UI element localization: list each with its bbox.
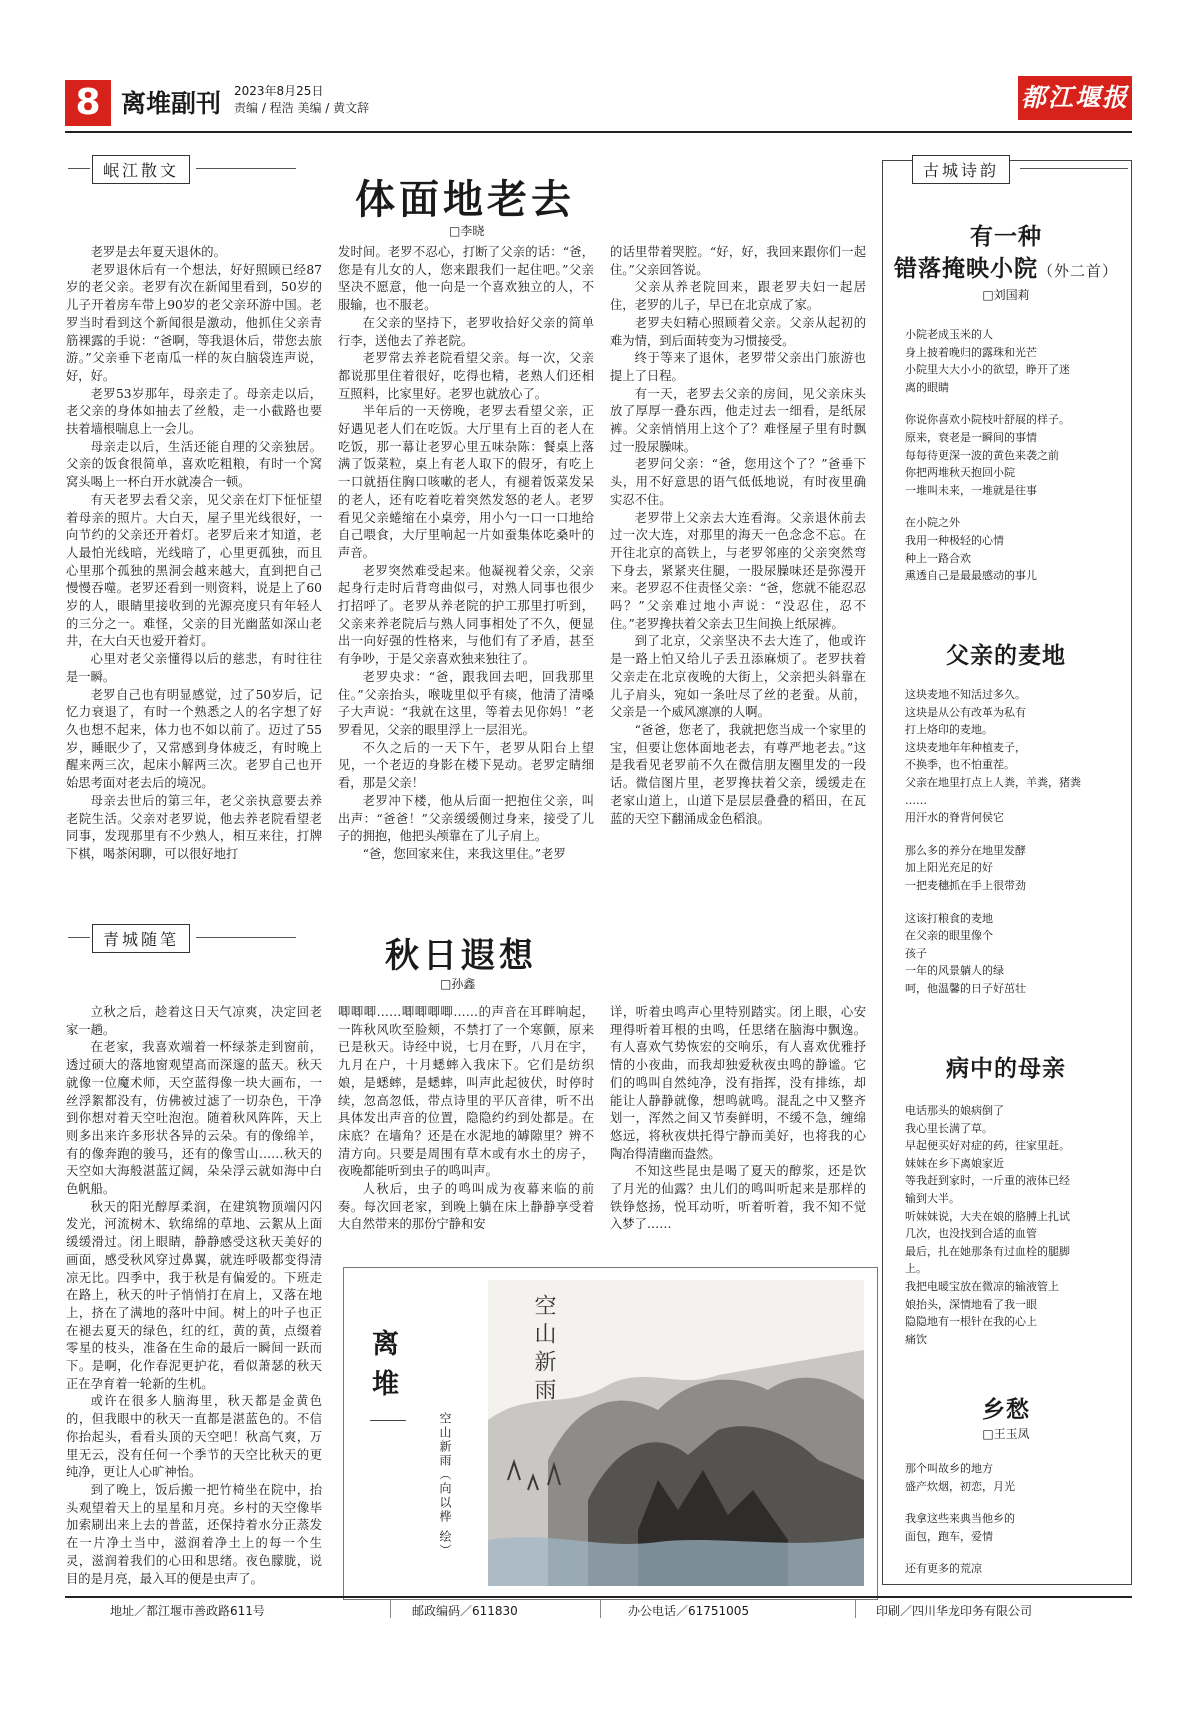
paragraph: 终于等来了退休，老罗带父亲出门旅游也提上了日程。 bbox=[610, 351, 866, 383]
paragraph: 立秋之后，趁着这日天气凉爽，决定回老家一趟。 bbox=[66, 1005, 322, 1037]
paragraph: 人秋后，虫子的鸣叫成为夜幕来临的前奏。每次回老家，到晚上躺在床上静静享受着大自然带来的那份宁静和安 bbox=[338, 1182, 594, 1232]
poem-line: 早起便买好对症的药，往家里赶。 bbox=[905, 1139, 1070, 1153]
paragraph: 老罗带上父亲去大连看海。父亲退休前去过一次大连，对那里的海天一色念念不忘。在开往北京的高铁上，与老罗邻座的父亲突然弯下身去，紧紧夹住腿，一股尿臊味还是弥漫开来。老罗忍不住责怪父亲：“爸，您就不能忍忍吗？”父亲难过地小声说：“没忍住，忍不住。”老罗搀扶着父亲去卫生间换上纸尿裤。 bbox=[610, 510, 866, 631]
label-line bbox=[196, 168, 296, 169]
poem-line: 熏透自己是最最感动的事儿 bbox=[905, 569, 1037, 583]
paragraph: 不知这些昆虫是喝了夏天的醇浆，还是饮了月光的仙露？虫儿们的鸣叫听起来是那样的铁铮悠扬，悦耳动听，听着听着，我不知不觉入梦了…… bbox=[610, 1164, 866, 1232]
paragraph: 老罗夫妇精心照顾着父亲。父亲从起初的难为情，到后面转变为习惯接受。 bbox=[610, 315, 866, 348]
paragraph: 半年后的一天傍晚，老罗去看望父亲，正好遇见老人们在吃饭。大厅里有上百的老人在吃饭，那一幕让老罗心里五味杂陈：餐桌上落满了饭菜粒，桌上有老人取下的假牙，有吃上一口就捂住胸口咳嗽的老人，有褪着饭菜发呆的老人，还有吃着吃着突然发怒的老人。老罗看见父亲蜷缩在小桌旁，用小勺一口一口地给自己喂食，大厅里响起一片如蚕集体吃桑叶的声音。 bbox=[338, 404, 594, 560]
poem-line: 在父亲的眼里像个 bbox=[905, 929, 993, 943]
poem-title: 乡愁 bbox=[982, 1396, 1030, 1423]
poem-title: 病中的母亲 bbox=[946, 1055, 1066, 1082]
article-title: 体面地老去 bbox=[355, 176, 575, 223]
painting-section-label: 离堆 bbox=[372, 1329, 399, 1400]
paragraph: 发时间。老罗不忍心，打断了父亲的话：“爸，您是有儿女的人，您来跟我们一起住吧。”父亲坚决不愿意，他一向是一个喜欢独立的人，不服输，也不服老。 bbox=[338, 245, 594, 313]
poem-line: 一年的风景躺人的绿 bbox=[905, 964, 1004, 978]
footer-separator bbox=[390, 1600, 391, 1618]
poem-line: 几次，也没找到合适的血管 bbox=[905, 1227, 1037, 1241]
poem-stanza bbox=[905, 514, 1125, 584]
poem-line: 隐隐地有一根针在我的心上 bbox=[905, 1315, 1037, 1329]
poem-line: 这块麦地年年种植麦子， bbox=[905, 740, 1026, 754]
poem-line: 面包，跑车，爱情 bbox=[905, 1529, 993, 1543]
poem-stanza bbox=[905, 842, 1125, 895]
poem-line: 一堆叫未来，一堆就是往事 bbox=[905, 483, 1037, 497]
poem-line: 原来，衰老是一瞬间的事情 bbox=[905, 430, 1037, 444]
poem-line: 我把电暖宝放在微凉的输液管上 bbox=[905, 1279, 1059, 1293]
poem-line: 这块是从公有改革为私有 bbox=[905, 705, 1026, 719]
poem-line: 小院老成玉米的人 bbox=[905, 328, 993, 341]
poem-line: 离的眼睛 bbox=[905, 380, 949, 394]
paragraph: 老罗自己也有明显感觉，过了50岁后，记忆力衰退了，有时一个熟悉之人的名字想了好久也想不起来，体力也不如以前了。迈过了55岁，睡眠少了，又常感到身体疲乏，有时晚上醒来两三次，起床小解两三次。老罗自己也开始思考面对老去后的境况。 bbox=[66, 687, 322, 791]
paragraph: 不久之后的一天下午，老罗从阳台上望见，一个老迈的身影在楼下晃动。老罗定睛细看，那是父亲！ bbox=[338, 740, 594, 791]
article-author: □李晓 bbox=[449, 224, 485, 238]
poem-line: …… bbox=[905, 793, 927, 807]
paragraph: “爸爸，您老了，我就把您当成一个家里的宝，但要让您体面地老去，有尊严地老去。”这是我看见老罗前不久在微信朋友圈里发的一段话。微信图片里，老罗搀扶着父亲，缓缓走在老家山道上，山道下是层层叠叠的稻田，在瓦蓝的天空下翻涌成金色稻浪。 bbox=[610, 722, 866, 826]
paragraph: 到了晚上，饭后搬一把竹椅坐在院中，抬头观望着天上的星星和月亮。乡村的天空像毕加索刷出来上去的普蓝，还保持着水分正蒸发在一片净土当中，滋润着净土上的每一个生灵，滋润着我们的心田和思绪。夜色朦胧，说目的是月亮，最入耳的便是虫声了。 bbox=[66, 1482, 322, 1586]
paragraph: 母亲去世后的第三年，老父亲执意要去养老院生活。父亲对老罗说，他去养老院看望老同事，发现那里有不少熟人，相互来往，打牌下棋，喝茶闲聊，可以很好地打 bbox=[66, 793, 322, 861]
paragraph: 老罗退休后有一个想法，好好照顾已经87岁的老父亲。老罗有次在新闻里看到，50岁的儿子开着房车带上90岁的老父亲环游中国。老罗当时看到这个新闻很是激动，他抓住父亲青筋裸露的手说：“爸啊，等我退休后，带您去旅游。”父亲垂下老南瓜一样的灰白脑袋连声说，好，好。 bbox=[66, 262, 322, 383]
label-underline bbox=[370, 1420, 406, 1421]
poem-line: 妹妹在乡下离娘家近 bbox=[905, 1156, 1004, 1170]
poem-line: 电话那头的娘病倒了 bbox=[905, 1104, 1004, 1117]
poem-title bbox=[882, 250, 1130, 283]
poem-line: 等我赶到家时，一斤重的液体已经 bbox=[905, 1174, 1070, 1188]
issue-date: 2023年8月25日 bbox=[234, 84, 324, 98]
paragraph: 或许在很多人脑海里，秋天都是金黄色的，但我眼中的秋天一直都是湛蓝色的。不信你抬起头，看看头顶的天空吧！秋高气爽，万里无云，没有任何一个季节的天空比秋天的更纯净，更让人心旷神怡。 bbox=[66, 1394, 322, 1480]
footer-separator bbox=[600, 1600, 601, 1618]
poem-line: 最后，扎在她那条有过血栓的腿脚 bbox=[905, 1244, 1070, 1258]
article-column bbox=[66, 244, 322, 866]
poem-line: 在小院之外 bbox=[905, 516, 960, 530]
section-label-notes: 青城随笔 bbox=[92, 924, 190, 953]
poem-line: 每每待更深一波的黄色来袭之前 bbox=[905, 448, 1059, 462]
poem-line: 娘抬头，深情地看了我一眼 bbox=[905, 1297, 1037, 1311]
label-line bbox=[68, 937, 90, 938]
poem-line: 听妹妹说，大夫在娘的胳膊上扎试 bbox=[905, 1209, 1070, 1223]
article-column bbox=[610, 244, 866, 866]
poem-line: 痛饮 bbox=[905, 1332, 927, 1346]
poem-author: □王玉凤 bbox=[982, 1427, 1030, 1441]
poem-line: 用汗水的脊背何侯它 bbox=[905, 811, 1004, 825]
paragraph: 老罗央求：“爸，跟我回去吧，回我那里住。”父亲抬头，喉咙里似乎有痰，他清了清嗓子大声说：“我就在这里，等着去见你妈！”老罗看见，父亲的眼里浮上一层泪光。 bbox=[338, 669, 594, 737]
poem-body bbox=[905, 326, 1125, 600]
footer-address: 地址／都江堰市善政路611号 bbox=[110, 1604, 265, 1618]
label-line bbox=[196, 937, 296, 938]
article-author: □孙鑫 bbox=[440, 977, 476, 991]
poem-line: 我心里长满了草。 bbox=[905, 1121, 993, 1135]
editors-credit: 责编 / 程浩 美编 / 黄文辞 bbox=[234, 101, 370, 115]
paragraph: 的话里带着哭腔。“好，好，我回来跟你们一起住。”父亲回答说。 bbox=[610, 245, 866, 277]
poem-stanza bbox=[905, 326, 1125, 396]
article-title: 秋日遐想 bbox=[385, 936, 537, 976]
poem-line: 这块麦地不知活过多久。 bbox=[905, 688, 1026, 701]
poem-stanza bbox=[905, 1102, 1125, 1348]
poem-line: 父亲在地里打点上人粪，羊粪，猪粪 bbox=[905, 775, 1081, 789]
paragraph: 父亲从养老院回来，跟老罗夫妇一起居住，老罗的儿子，早已在北京成了家。 bbox=[610, 280, 866, 313]
poem-line: 还有更多的荒凉 bbox=[905, 1562, 982, 1576]
poem-title: 有一种 bbox=[970, 223, 1042, 250]
poem-line: 不换季，也不怕重茬。 bbox=[905, 758, 1015, 772]
paragraph: 老罗冲下楼，他从后面一把抱住父亲，叫出声：“爸爸！”父亲缓缓侧过身来，接受了儿子的拥抱，他把头颅靠在了儿子肩上。 bbox=[338, 793, 594, 844]
paragraph: 有天老罗去看父亲，见父亲在灯下怔怔望着母亲的照片。大白天，屋子里光线很好，一向节约的父亲还开着灯。老罗后来才知道，老人最怕光线暗，光线暗了，心里更孤独，而且心里那个孤独的黑洞会越来越大，直到把自己慢慢吞噬。老罗还看到一则资料，说是上了60岁的人，眼睛里接收到的光源亮度只有年轻人的三分之一。难怪，父亲的目光幽蓝如深山老井，在大白天也爱开着灯。 bbox=[66, 492, 322, 649]
footer-divider bbox=[65, 1596, 1132, 1598]
poem-stanza bbox=[905, 910, 1125, 998]
section-label-essay: 岷江散文 bbox=[92, 155, 190, 184]
paragraph: 老罗53岁那年，母亲走了。母亲走以后，老父亲的身体如抽去了丝般，走一小截路也要扶着墙根喘息上一会儿。 bbox=[66, 386, 322, 437]
paragraph: 有一天，老罗去父亲的房间，见父亲床头放了厚厚一叠东西，他走过去一细看，是纸尿裤。父亲悄悄用上这个了？难怪屋子里有时飘过一股尿臊味。 bbox=[610, 386, 866, 454]
poem-line: 我拿这些来典当他乡的 bbox=[905, 1512, 1015, 1526]
poem-line: 我用一种极轻的心情 bbox=[905, 533, 1004, 547]
poem-stanza bbox=[905, 411, 1125, 499]
paragraph: 老罗问父亲：“爸，您用这个了？”爸垂下头，用不好意思的语气低低地说，有时夜里确实忍不住。 bbox=[610, 457, 866, 507]
poem-stanza bbox=[905, 1560, 1125, 1578]
paragraph: 老罗常去养老院看望父亲。每一次，父亲都说那里住着很好，吃得也精，老熟人们还相互照料，比家里好。老罗也就放心了。 bbox=[338, 351, 594, 401]
poem-body bbox=[905, 1460, 1125, 1593]
article-column bbox=[338, 1004, 594, 1262]
poem-line: 那个叫故乡的地方 bbox=[905, 1462, 993, 1475]
poem-line: 你把两堆秋天抱回小院 bbox=[905, 466, 1015, 480]
article-column bbox=[66, 1004, 322, 1594]
footer-phone: 办公电话／61751005 bbox=[628, 1604, 750, 1618]
poem-title-main: 错落掩映小院 bbox=[893, 255, 1038, 282]
section-label-poetry: 古城诗韵 bbox=[912, 155, 1010, 184]
paragraph: 在父亲的坚持下，老罗收拾好父亲的简单行李，送他去了养老院。 bbox=[338, 315, 594, 348]
poem-line: 身上披着晚归的露珠和光芒 bbox=[905, 345, 1037, 359]
poem-line: 种上一路合欢 bbox=[905, 551, 971, 565]
poem-body bbox=[905, 1102, 1125, 1363]
poem-stanza bbox=[905, 686, 1125, 827]
label-line bbox=[1020, 168, 1128, 169]
poem-line: 呵，他温馨的日子好茁壮 bbox=[905, 981, 1026, 995]
poem-title: 父亲的麦地 bbox=[946, 642, 1066, 669]
footer-separator bbox=[855, 1600, 856, 1618]
footer-postcode: 邮政编码／611830 bbox=[412, 1604, 518, 1618]
paragraph: 老罗是去年夏天退休的。 bbox=[90, 245, 226, 259]
paragraph: 母亲走以后，生活还能自理的父亲独居。父亲的饭食很简单，喜欢吃粗粮，有时一个窝窝头喝上一杯白开水就凑合一顿。 bbox=[66, 439, 322, 490]
poem-line: 你说你喜欢小院枝叶舒展的样子。 bbox=[905, 413, 1070, 427]
paragraph: 详，听着虫鸣声心里特别踏实。闭上眼，心安理得听着耳根的虫鸣，任思绪在脑海中飘逸。有人喜欢气势恢宏的交响乐，有人喜欢优雅抒情的小夜曲，而我却独爱秋夜虫鸣的静谧。它们的鸣叫自然纯净，没有指挥，没有排练，却能让人静静就像，想鸣就鸣。混乱之中又整齐划一，浑然之间又节奏鲜明，不缓不急，缠绵悠远，将秋夜烘托得宁静而美好，也将我的心陶冶得清幽而盎然。 bbox=[610, 1005, 866, 1161]
poem-body bbox=[905, 686, 1125, 1013]
newspaper-logo: 都江堰报 bbox=[1018, 76, 1132, 120]
painting-caption: 空山新雨（向以桦 绘） bbox=[438, 1412, 452, 1558]
poem-author: □刘国莉 bbox=[982, 288, 1030, 302]
footer-printer: 印刷／四川华龙印务有限公司 bbox=[876, 1604, 1033, 1618]
poem-line: 盛产炊烟，初恋，月光 bbox=[905, 1479, 1015, 1493]
painting-inscription: 空山新雨 bbox=[531, 1294, 556, 1406]
paragraph: 秋天的阳光醇厚柔润，在建筑物顶端闪闪发光，河流树木、软绵绵的草地、云絮从上面缓缓滑过。闭上眼睛，静静感受这秋天美好的画面，感受秋风穿过鼻翼，就连呼吸都变得清凉无比。四季中，我于秋是有偏爱的。下班走在路上，秋天的叶子悄悄打在肩上，又落在地上，挤在了满地的落叶中间。树上的叶子也正在褪去夏天的绿色，红的红，黄的黄，点缀着零星的枝头，准备在生命的最后一瞬间一跃而下。是啊，化作春泥更护花，看似萧瑟的秋天正在孕育着一轮新的生机。 bbox=[66, 1199, 322, 1391]
poem-line: 一把麦穗抓在手上很带劲 bbox=[905, 878, 1026, 892]
section-title: 离堆副刊 bbox=[121, 89, 222, 118]
poem-line: 加上阳光充足的好 bbox=[905, 861, 993, 875]
poem-title-suffix: （外二首） bbox=[1037, 262, 1118, 280]
landscape-painting bbox=[488, 1280, 864, 1586]
paragraph: 在老家，我喜欢端着一杯绿茶走到窗前，透过硕大的落地窗观望高而深邃的蓝天。秋天就像一位魔术师，天空蓝得像一块大画布，一丝浮絮都没有，仿佛被过滤了一切杂色，干净到你想对着天空吐泡泡。随着秋风阵阵，天上则多出来许多形状各异的云朵。有的像绵羊，有的像奔跑的骏马，还有的像雪山……秋天的天空如大海般湛蓝辽阔，朵朵浮云就如海中白色帆船。 bbox=[66, 1040, 322, 1197]
poem-line: 孩子 bbox=[905, 946, 927, 960]
paragraph: 老罗突然难受起来。他凝视着父亲，父亲起身行走时后背弯曲似弓，对熟人同事也很少打招呼了。老罗从养老院的护工那里打听到，父亲来养老院后与熟人同事相处了不久，便显出一向好强的性格来，与他们有了矛盾，甚至有争吵，于是父亲喜欢独来独往了。 bbox=[338, 563, 594, 667]
header-divider bbox=[65, 131, 1132, 133]
paragraph: 到了北京，父亲坚决不去大连了，他或许是一路上怕又给儿子丢丑添麻烦了。老罗扶着父亲走在北京夜晚的大街上，父亲把头斜靠在儿子肩头，宛如一条吐尽了丝的老蚕。从前，父亲是一个威风凛凛的人啊。 bbox=[610, 634, 866, 720]
poem-line: 打上烙印的麦地。 bbox=[905, 723, 993, 737]
paragraph: “爸，您回家来住，来我这里住。”老罗 bbox=[362, 846, 566, 861]
poem-line: 这该打粮食的麦地 bbox=[905, 911, 993, 925]
poem-stanza bbox=[905, 1510, 1125, 1545]
paragraph: 心里对老父亲懂得以后的慈悲，有时往往是一瞬。 bbox=[66, 652, 322, 684]
label-line bbox=[68, 168, 90, 169]
poem-line: 那么多的养分在地里发酵 bbox=[905, 843, 1026, 857]
page-number: 8 bbox=[65, 80, 111, 126]
paragraph: 唧唧唧……唧唧唧唧……的声音在耳畔响起，一阵秋风吹至脸颊，不禁打了一个寒颤，原来已是秋天。诗经中说，七月在野，八月在宇，九月在户，十月蟋蟀入我床下。它们是纺织娘，是蟋蟀，是蟋蟀，叫声此起彼伏，时停时续，忽高忽低，带点诗里的平仄音律，听不出具体发出声音的位置，隐隐约约到处都是。在床底？在墙角？还是在水泥地的罅隙里？辨不清方向。只要是周围有草木或有水土的房子，夜晚都能听到虫子的鸣叫声。 bbox=[338, 1005, 594, 1179]
poem-stanza bbox=[905, 1460, 1125, 1495]
article-column bbox=[610, 1004, 866, 1262]
poem-line: 输到大半。 bbox=[905, 1191, 960, 1205]
poem-line: 小院里大大小小的欲望，睁开了迷 bbox=[905, 363, 1070, 377]
article-column bbox=[338, 244, 594, 866]
poem-line: 上。 bbox=[905, 1262, 927, 1276]
